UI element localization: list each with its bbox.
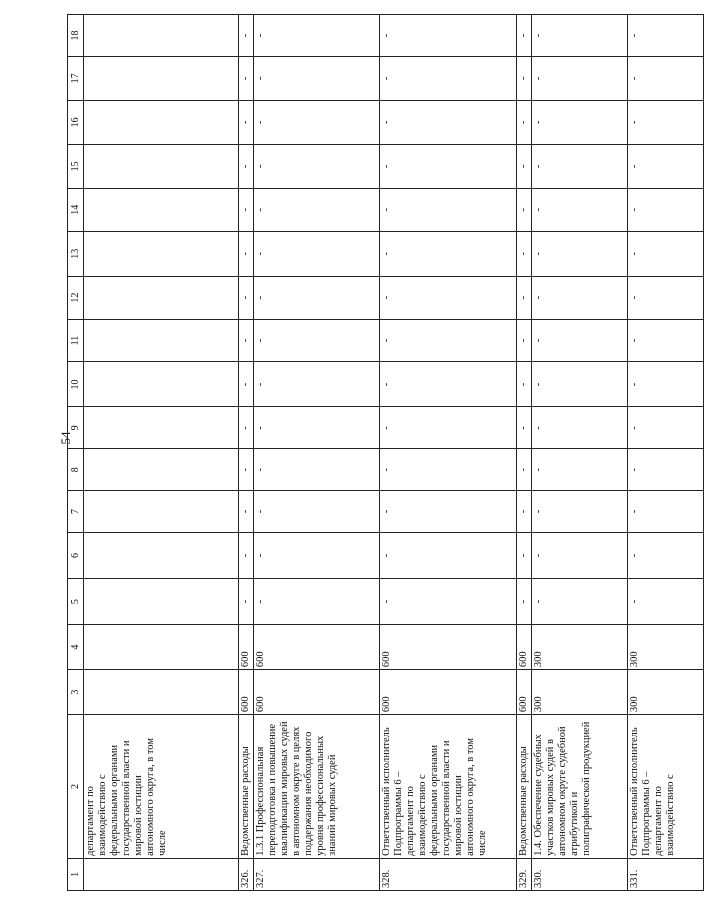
value-col-5: -	[517, 579, 532, 625]
value-col-11: -	[380, 319, 517, 362]
value-col-15: -	[517, 144, 532, 188]
value-col-16: -	[239, 100, 254, 144]
value-col-15: -	[254, 144, 380, 188]
value-col-12: -	[532, 276, 628, 319]
value-col-4: 600	[380, 625, 517, 670]
value-col-6: -	[239, 532, 254, 578]
row-description: Ведомственные расходы	[517, 715, 532, 859]
value-col-3: 300	[532, 670, 628, 715]
value-col-5	[84, 579, 239, 625]
value-col-12: -	[517, 276, 532, 319]
table-row	[254, 15, 380, 891]
value-col-4: 300	[532, 625, 628, 670]
value-col-13: -	[628, 231, 704, 276]
row-description: 1.4. Обеспечение судебных участков мировых судей в автономном округе судебной атрибутикой и полиграфической продукцией	[532, 715, 628, 859]
value-col-4: 600	[239, 625, 254, 670]
value-col-10: -	[239, 362, 254, 407]
value-col-14: -	[239, 188, 254, 231]
column-header-6: 6	[68, 532, 84, 578]
row-number: 331.	[628, 858, 704, 890]
value-col-17: -	[628, 56, 704, 100]
value-col-10: -	[254, 362, 380, 407]
value-col-11	[84, 319, 239, 362]
value-col-4: 600	[517, 625, 532, 670]
value-col-16	[84, 100, 239, 144]
value-col-9: -	[380, 407, 517, 449]
value-col-18: -	[532, 15, 628, 57]
value-col-6: -	[517, 532, 532, 578]
value-col-15: -	[532, 144, 628, 188]
column-header-1: 1	[68, 858, 84, 890]
value-col-18: -	[380, 15, 517, 57]
table-row	[628, 15, 704, 891]
value-col-13: -	[254, 231, 380, 276]
value-col-14: -	[254, 188, 380, 231]
header-row	[68, 15, 84, 891]
column-header-3: 3	[68, 670, 84, 715]
value-col-5: -	[628, 579, 704, 625]
value-col-15: -	[628, 144, 704, 188]
value-col-7: -	[239, 491, 254, 533]
value-col-16: -	[254, 100, 380, 144]
column-header-8: 8	[68, 449, 84, 491]
value-col-18	[84, 15, 239, 57]
column-header-2: 2	[68, 715, 84, 859]
row-description: Ответственный исполнитель Подпрограммы 6 – департамент по взаимодействию с	[628, 715, 704, 859]
column-header-10: 10	[68, 362, 84, 407]
row-description: Ведомственные расходы	[239, 715, 254, 859]
value-col-13: -	[239, 231, 254, 276]
value-col-12: -	[628, 276, 704, 319]
column-header-16: 16	[68, 100, 84, 144]
value-col-18: -	[517, 15, 532, 57]
value-col-13: -	[380, 231, 517, 276]
value-col-14: -	[628, 188, 704, 231]
table-row	[84, 15, 239, 891]
row-number: 330.	[532, 858, 628, 890]
column-header-15: 15	[68, 144, 84, 188]
value-col-6: -	[628, 532, 704, 578]
value-col-17: -	[380, 56, 517, 100]
value-col-11: -	[239, 319, 254, 362]
column-header-5: 5	[68, 579, 84, 625]
value-col-11: -	[628, 319, 704, 362]
value-col-9: -	[254, 407, 380, 449]
value-col-18: -	[628, 15, 704, 57]
value-col-17: -	[254, 56, 380, 100]
value-col-9: -	[532, 407, 628, 449]
value-col-10: -	[517, 362, 532, 407]
value-col-12: -	[254, 276, 380, 319]
rotated-table-container	[67, 14, 676, 891]
value-col-15	[84, 144, 239, 188]
value-col-17	[84, 56, 239, 100]
value-col-8: -	[628, 449, 704, 491]
value-col-12: -	[239, 276, 254, 319]
value-col-9: -	[517, 407, 532, 449]
row-number: 326.	[239, 858, 254, 890]
value-col-9: -	[239, 407, 254, 449]
value-col-7: -	[380, 491, 517, 533]
value-col-7: -	[628, 491, 704, 533]
value-col-16: -	[532, 100, 628, 144]
value-col-17: -	[532, 56, 628, 100]
value-col-13: -	[532, 231, 628, 276]
table-row	[239, 15, 254, 891]
value-col-7: -	[254, 491, 380, 533]
row-description: Ответственный исполнитель Подпрограммы 6 – департамент по взаимодействию с федеральными органами государственной власти и мировой юстиции автономного округа, в том числе	[380, 715, 517, 859]
value-col-9: -	[628, 407, 704, 449]
value-col-11: -	[532, 319, 628, 362]
value-col-10: -	[532, 362, 628, 407]
value-col-7	[84, 491, 239, 533]
value-col-6: -	[532, 532, 628, 578]
value-col-11: -	[517, 319, 532, 362]
value-col-13: -	[517, 231, 532, 276]
value-col-3: 300	[628, 670, 704, 715]
value-col-3: 600	[517, 670, 532, 715]
value-col-16: -	[628, 100, 704, 144]
value-col-10	[84, 362, 239, 407]
column-header-14: 14	[68, 188, 84, 231]
value-col-10: -	[380, 362, 517, 407]
budget-table	[67, 14, 704, 891]
value-col-3: 600	[254, 670, 380, 715]
value-col-8: -	[532, 449, 628, 491]
value-col-7: -	[517, 491, 532, 533]
page-number: 54	[58, 431, 73, 445]
value-col-17: -	[517, 56, 532, 100]
row-number: 329.	[517, 858, 532, 890]
row-description: 1.3.1 Профессиональная переподготовка и повышение квалификации мировых судей в автономном округе в целях поддержания необходимого уровня профессиональных знаний мировых судей	[254, 715, 380, 859]
value-col-8: -	[380, 449, 517, 491]
value-col-11: -	[254, 319, 380, 362]
value-col-4: 300	[628, 625, 704, 670]
value-col-5: -	[532, 579, 628, 625]
value-col-16: -	[517, 100, 532, 144]
value-col-6: -	[380, 532, 517, 578]
value-col-14: -	[380, 188, 517, 231]
value-col-14: -	[517, 188, 532, 231]
row-number	[84, 858, 239, 890]
column-header-17: 17	[68, 56, 84, 100]
table-row	[532, 15, 628, 891]
row-description: департамент по взаимодействию с федеральными органами государственной власти и мировой юстиции автономного округа, в том числе	[84, 715, 239, 859]
value-col-4	[84, 625, 239, 670]
column-header-4: 4	[68, 625, 84, 670]
table-row	[517, 15, 532, 891]
value-col-16: -	[380, 100, 517, 144]
value-col-3	[84, 670, 239, 715]
value-col-6: -	[254, 532, 380, 578]
column-header-11: 11	[68, 319, 84, 362]
value-col-4: 600	[254, 625, 380, 670]
value-col-14	[84, 188, 239, 231]
value-col-12	[84, 276, 239, 319]
value-col-18: -	[254, 15, 380, 57]
value-col-12: -	[380, 276, 517, 319]
value-col-8: -	[239, 449, 254, 491]
column-header-9: 9	[68, 407, 84, 449]
value-col-8: -	[517, 449, 532, 491]
value-col-9	[84, 407, 239, 449]
value-col-5: -	[380, 579, 517, 625]
value-col-6	[84, 532, 239, 578]
value-col-8: -	[254, 449, 380, 491]
value-col-15: -	[380, 144, 517, 188]
column-header-18: 18	[68, 15, 84, 57]
column-header-13: 13	[68, 231, 84, 276]
value-col-3: 600	[239, 670, 254, 715]
value-col-3: 600	[380, 670, 517, 715]
value-col-15: -	[239, 144, 254, 188]
table-body	[84, 15, 704, 891]
value-col-14: -	[532, 188, 628, 231]
value-col-18: -	[239, 15, 254, 57]
row-number: 328.	[380, 858, 517, 890]
column-header-12: 12	[68, 276, 84, 319]
value-col-7: -	[532, 491, 628, 533]
value-col-8	[84, 449, 239, 491]
value-col-5: -	[254, 579, 380, 625]
row-number: 327.	[254, 858, 380, 890]
table-row	[380, 15, 517, 891]
column-header-7: 7	[68, 491, 84, 533]
value-col-5: -	[239, 579, 254, 625]
value-col-13	[84, 231, 239, 276]
value-col-10: -	[628, 362, 704, 407]
value-col-17: -	[239, 56, 254, 100]
